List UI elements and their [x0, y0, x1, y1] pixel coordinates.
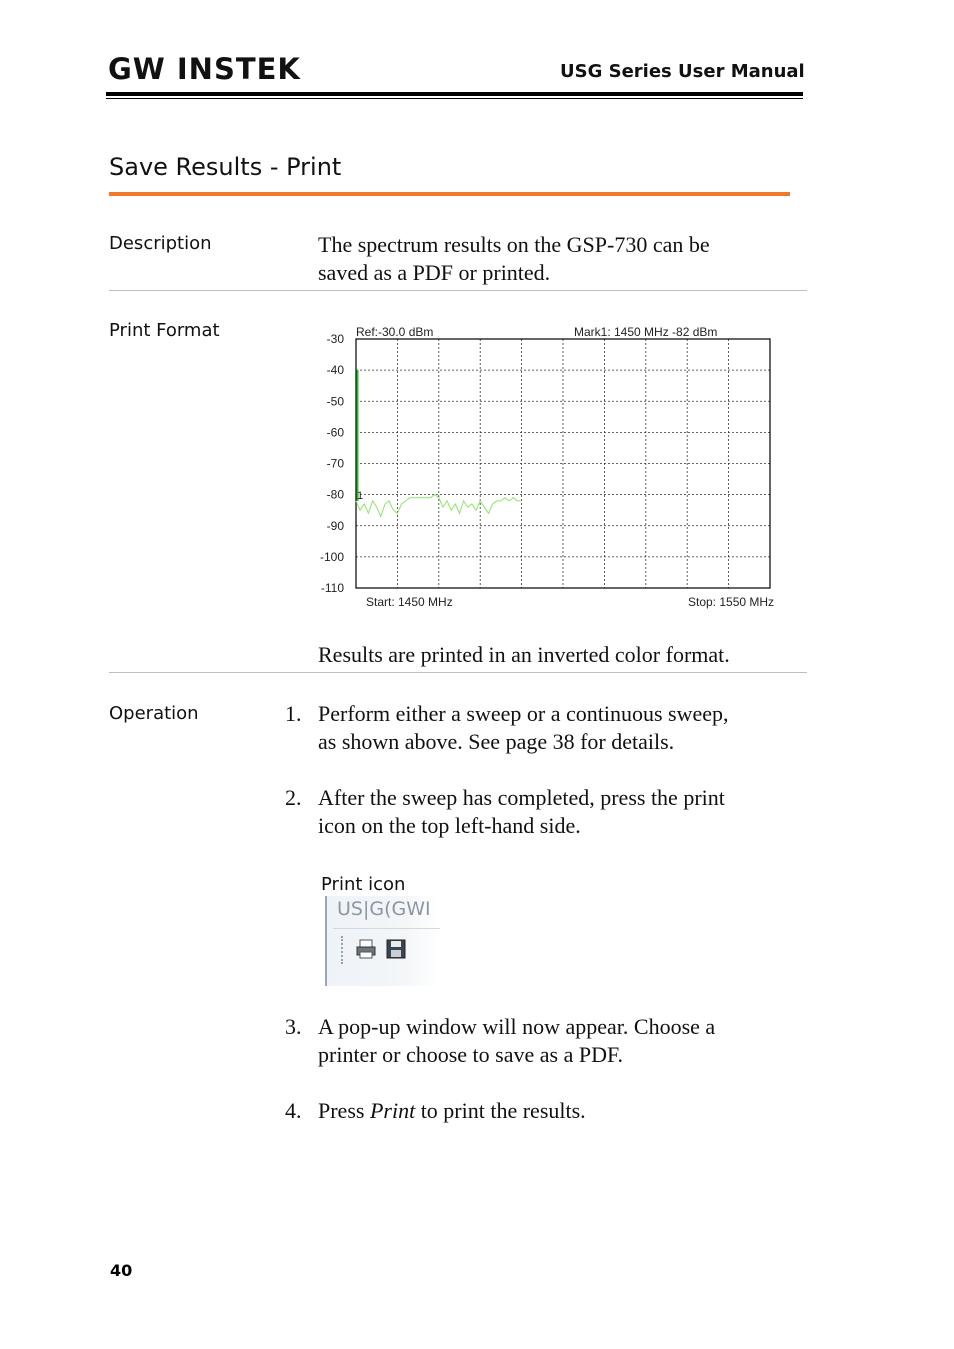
print-icon-callout: Print icon: [321, 874, 406, 895]
description-line-2: saved as a PDF or printed.: [318, 260, 551, 285]
step-2-number: 2.: [285, 785, 302, 810]
y-tick-label: -90: [326, 518, 344, 533]
gw-instek-logo: GW INSTEK: [108, 52, 301, 86]
y-tick-label: -50: [326, 394, 344, 409]
step-1-number: 1.: [285, 701, 302, 726]
step-4-text: [318, 1097, 586, 1125]
divider: [109, 290, 807, 291]
chart-grid: [356, 339, 770, 588]
description-label: Description: [109, 233, 212, 254]
step-3-text: [318, 1013, 715, 1069]
marker-number: 1: [357, 489, 364, 502]
spectrum-trace: [356, 495, 522, 517]
step-1-text: [318, 700, 729, 756]
step-3-line-2: printer or choose to save as a PDF.: [318, 1042, 623, 1067]
marker-readout: Mark1: 1450 MHz -82 dBm: [574, 325, 718, 339]
y-tick-label: -110: [320, 581, 344, 595]
toolbar-screenshot: [325, 896, 440, 986]
step-2-line-1: After the sweep has completed, press the print: [318, 785, 725, 810]
step-2-text: [318, 784, 725, 840]
window-title-fragment: US|G(GWI: [337, 898, 431, 920]
spectrum-chart: [318, 320, 798, 620]
section-title: Save Results - Print: [109, 153, 342, 181]
stop-frequency-label: Stop: 1550 MHz: [688, 595, 775, 609]
header-rule: [106, 92, 803, 96]
y-tick-label: -60: [326, 425, 344, 440]
y-tick-label: -40: [326, 363, 344, 378]
toolbar-separator: [333, 928, 440, 929]
step-3-number: 3.: [285, 1014, 302, 1039]
step-1-line-2: as shown above. See page 38 for details.: [318, 729, 675, 754]
print-format-label: Print Format: [109, 320, 220, 341]
window-edge: [325, 896, 327, 986]
operation-label: Operation: [109, 703, 199, 724]
y-tick-labels: [320, 332, 344, 595]
ref-level-label: Ref:-30.0 dBm: [356, 325, 434, 339]
save-icon[interactable]: [385, 938, 407, 960]
y-tick-label: -30: [326, 332, 344, 346]
start-frequency-label: Start: 1450 MHz: [366, 595, 453, 609]
description-line-1: The spectrum results on the GSP-730 can be: [318, 232, 710, 257]
y-tick-label: -70: [326, 456, 344, 471]
manual-title: USG Series User Manual: [560, 61, 805, 82]
y-tick-label: -80: [326, 487, 344, 502]
header-rule-thin: [106, 98, 803, 99]
print-format-caption: Results are printed in an inverted color format.: [318, 642, 730, 667]
step-4-pre: Press: [318, 1098, 370, 1123]
step-2-line-2: icon on the top left-hand side.: [318, 813, 581, 838]
print-icon[interactable]: [355, 938, 377, 960]
step-4-post: to print the results.: [415, 1098, 586, 1123]
page-number: 40: [110, 1261, 133, 1280]
divider: [109, 672, 807, 673]
description-text: [318, 231, 710, 287]
step-1-line-1: Perform either a sweep or a continuous sweep,: [318, 701, 729, 726]
step-4-emphasis: Print: [369, 1098, 416, 1123]
y-tick-label: -100: [319, 549, 344, 564]
step-3-line-1: A pop-up window will now appear. Choose a: [318, 1014, 716, 1039]
section-rule: [109, 192, 790, 196]
toolbar-grip-icon: [341, 936, 345, 964]
step-4-number: 4.: [285, 1098, 302, 1123]
